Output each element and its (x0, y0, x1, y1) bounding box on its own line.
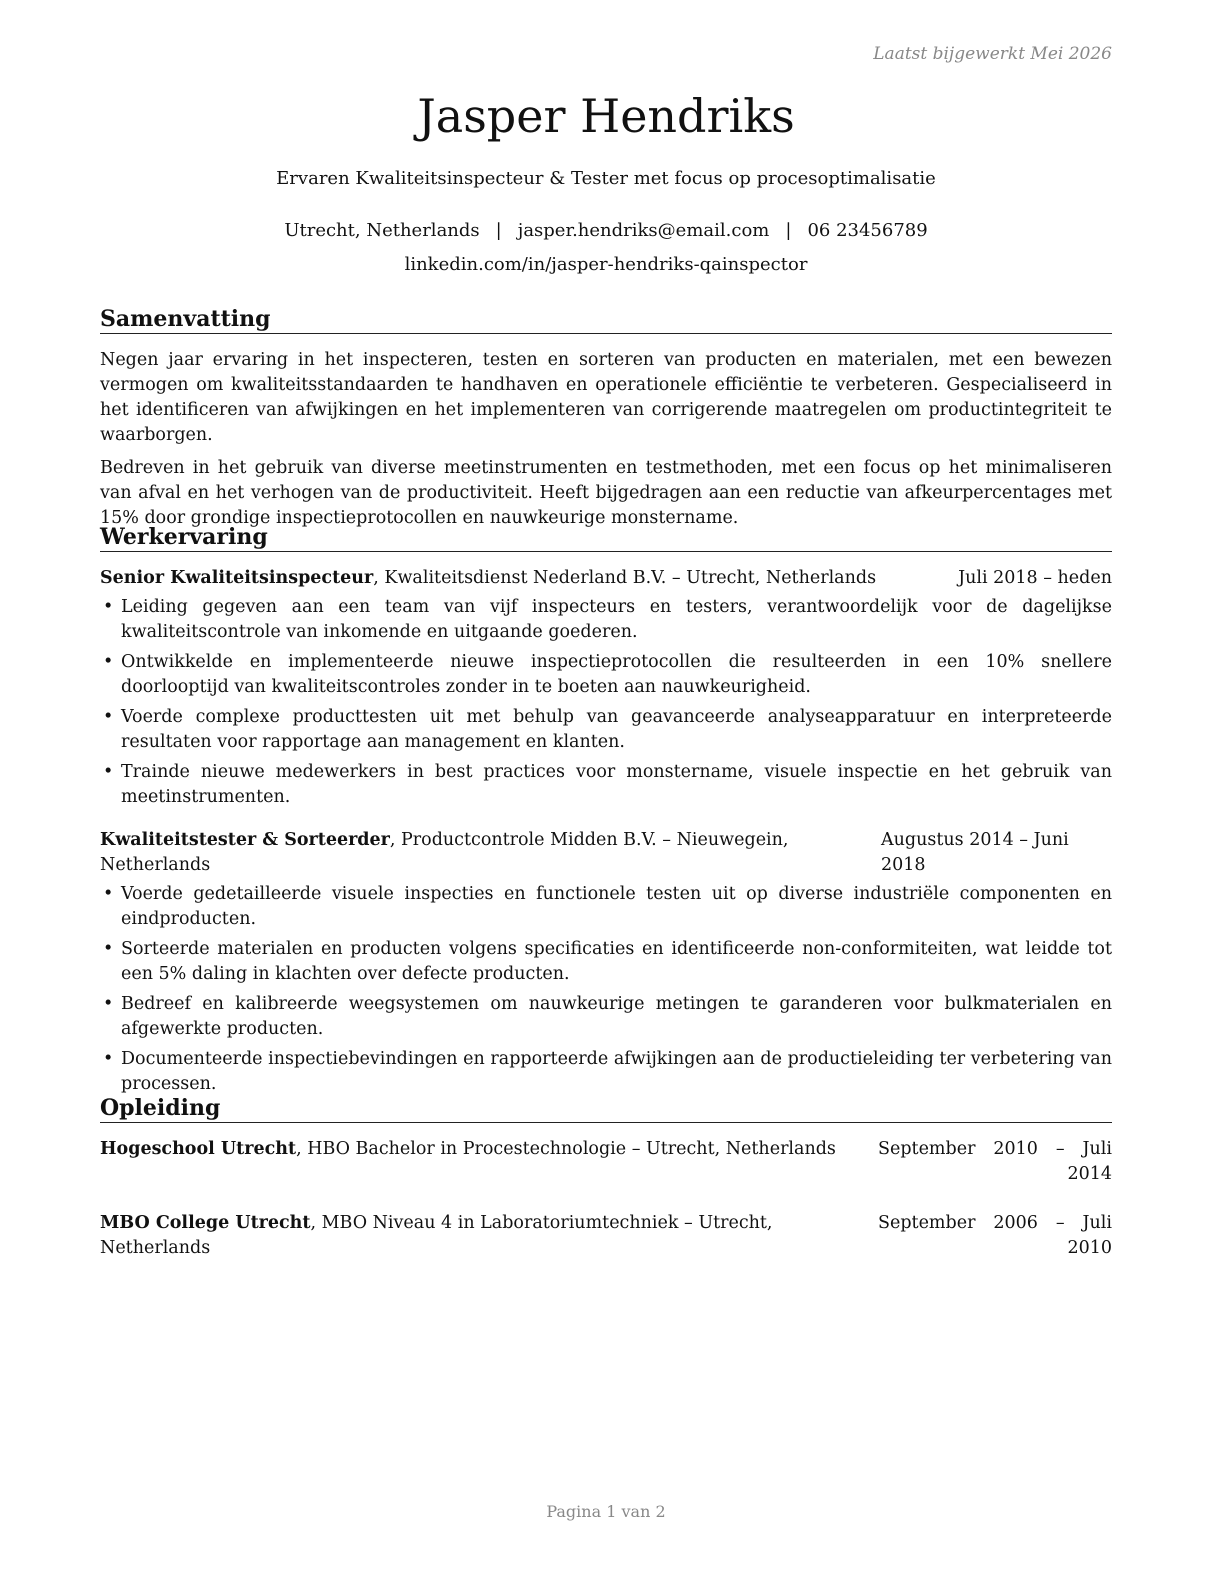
bullet-icon: • (103, 652, 114, 672)
bullet-icon: • (103, 994, 114, 1014)
job-dates: Augustus 2014 – Juni 2018 (881, 830, 1069, 875)
location: Utrecht, Netherlands (284, 220, 480, 241)
contact-line (100, 219, 1112, 243)
bullet-item: • Sorteerde materialen en producten volgens specificaties en identificeerde non-conformiteiten, wat leidde tot een 5% daling in klachten over defecte producten. (103, 939, 1112, 984)
bullet-item: • Documenteerde inspectiebevindingen en rapporteerde afwijkingen aan de productieleiding ter verbetering van processen. (103, 1049, 1112, 1094)
bullet-icon: • (103, 597, 114, 617)
job-entry (100, 566, 1112, 810)
education-entry (100, 1137, 1112, 1187)
summary-paragraph-1: Negen jaar ervaring in het inspecteren, testen en sorteren van producten en materialen, met een bewezen vermogen om kwaliteitsstandaarden te handhaven en operationele efficiëntie te verbeteren. Gespecialiseerd in het identificeren van afwijkingen en het implementeren van corrigerende maatregelen om productintegriteit te waarborgen. (100, 350, 1112, 445)
bullet-item: • Ontwikkelde en implementeerde nieuwe inspectieprotocollen die resulteerden in een 10% snellere doorlooptijd van kwaliteitscontroles zonder in te boeten aan nauwkeurigheid. (103, 652, 1112, 697)
school-name: Hogeschool Utrecht (100, 1139, 297, 1159)
job-header (100, 828, 1112, 878)
bullet-icon: • (103, 762, 114, 782)
bullet-item: • Leiding gegeven aan een team van vijf inspecteurs en testers, verantwoordelijk voor de dagelijkse kwaliteitscontrole van inkomende en uitgaande goederen. (103, 597, 1112, 642)
job-dates: Juli 2018 – heden (958, 568, 1112, 588)
job-bullets (100, 595, 1112, 810)
job-entry (100, 828, 1112, 1097)
degree-detail: , MBO Niveau 4 in Laboratoriumtechniek – Utrecht, Netherlands (100, 1213, 773, 1258)
education-section (100, 1094, 1112, 1261)
bullet-item: • Voerde complexe producttesten uit met behulp van geavanceerde analyseapparatuur en interpreteerde resultaten voor rapportage aan management en klanten. (103, 707, 1112, 752)
summary-section (100, 305, 1112, 531)
job-bullets (100, 882, 1112, 1097)
job-role: Senior Kwaliteitsinspecteur (100, 568, 374, 588)
page-number: Pagina 1 van 2 (546, 1502, 666, 1521)
bullet-icon: • (103, 884, 114, 904)
job-role: Kwaliteitstester & Sorteerder (100, 830, 390, 850)
bullet-item: • Bedreef en kalibreerde weegsystemen om nauwkeurige metingen te garanderen voor bulkmaterialen en afgewerkte producten. (103, 994, 1112, 1039)
candidate-name: Jasper Hendriks (417, 89, 795, 143)
email[interactable]: jasper.hendriks@email.com (517, 220, 770, 241)
education-entry (100, 1211, 1112, 1261)
tagline: Ervaren Kwaliteitsinspecteur & Tester met focus op procesoptimalisatie (276, 168, 936, 189)
bullet-icon: • (103, 939, 114, 959)
bullet-item: • Trainde nieuwe medewerkers in best practices voor monstername, visuele inspectie en het gebruik van meetinstrumenten. (103, 762, 1112, 807)
last-updated: Laatst bijgewerkt Mei 2026 (873, 44, 1112, 64)
section-title-education: Opleiding (100, 1094, 1112, 1123)
bullet-icon: • (103, 707, 114, 727)
phone: 06 23456789 (807, 220, 928, 241)
bullet-item: • Voerde gedetailleerde visuele inspecties en functionele testen uit op diverse industriële componenten en eindproducten. (103, 884, 1112, 929)
bullet-icon: • (103, 1049, 114, 1069)
section-title-summary: Samenvatting (100, 305, 1112, 334)
job-company: , Productcontrole Midden B.V. – Nieuwegein, Netherlands (100, 830, 789, 875)
school-name: MBO College Utrecht (100, 1213, 311, 1233)
separator: | (785, 220, 792, 241)
job-header (100, 566, 1112, 591)
job-company: , Kwaliteitsdienst Nederland B.V. – Utrecht, Netherlands (373, 568, 877, 588)
education-dates: September 2010 – Juli 2014 (878, 1139, 1112, 1184)
education-dates: September 2006 – Juli 2010 (878, 1213, 1112, 1258)
summary-paragraph-2: Bedreven in het gebruik van diverse meetinstrumenten en testmethoden, met een focus op het minimaliseren van afval en het verhogen van de productiviteit. Heeft bijgedragen aan een reductie van afkeurpercentages met 15% door grondige inspectieprotocollen en nauwkeurige monstername. (100, 458, 1112, 528)
linkedin-link[interactable]: linkedin.com/in/jasper-hendriks-qainspector (404, 254, 808, 275)
separator: | (495, 220, 502, 241)
degree-detail: , HBO Bachelor in Procestechnologie – Utrecht, Netherlands (296, 1139, 836, 1159)
section-title-experience: Werkervaring (100, 523, 1112, 552)
resume-page (100, 0, 1112, 1584)
experience-section (100, 523, 1112, 1102)
